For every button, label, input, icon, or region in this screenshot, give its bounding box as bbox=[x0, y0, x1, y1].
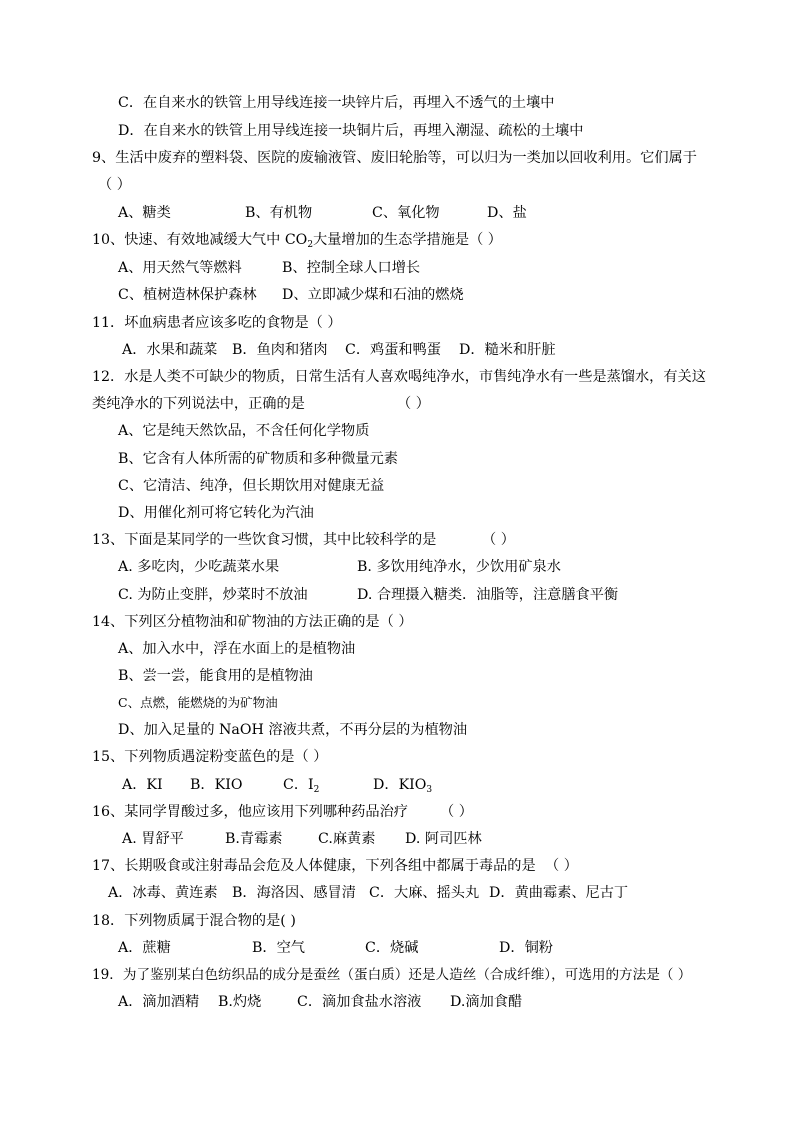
q16-option-c: C.麻黄素 bbox=[318, 831, 376, 847]
q14-option-a: A、加入水中，浮在水面上的是植物油 bbox=[118, 641, 356, 657]
q9-stem: 9、生活中废弃的塑料袋、医院的废输液管、废旧轮胎等，可以归为一类加以回收利用。它们属于 bbox=[92, 150, 697, 166]
q18-option-c: C．烧碱 bbox=[365, 940, 419, 956]
q12-option-c: C、它清洁、纯净，但长期饮用对健康无益 bbox=[118, 478, 385, 494]
q12-paren: （ ） bbox=[397, 396, 430, 412]
q15-option-d bbox=[373, 775, 432, 795]
q9-option-b: B、有机物 bbox=[245, 205, 313, 221]
q15-option-d-text: D．KIO bbox=[373, 777, 427, 793]
q12-stem-line2: 类纯净水的下列说法中，正确的是 bbox=[92, 396, 305, 412]
q14-stem: 14、下列区分植物油和矿物油的方法正确的是（ ） bbox=[92, 614, 413, 630]
q11-option-d: D．糙米和肝脏 bbox=[459, 342, 556, 358]
q10-option-a: A、用天然气等燃料 bbox=[118, 260, 242, 276]
q19-option-a: A．滴加酒精 bbox=[118, 994, 200, 1010]
q12-option-d: D、用催化剂可将它转化为汽油 bbox=[118, 505, 314, 521]
q15-stem: 15、下列物质遇淀粉变蓝色的是（ ） bbox=[92, 749, 328, 765]
q14-option-c: C、点燃，能燃烧的为矿物油 bbox=[118, 695, 278, 710]
q10-stem-post: 大量增加的生态学措施是（ ） bbox=[313, 232, 502, 248]
q17-option-d: D．黄曲霉素、尼古丁 bbox=[489, 885, 629, 901]
q11-option-b: B．鱼肉和猪肉 bbox=[232, 342, 328, 358]
q15-option-a: A．KI bbox=[122, 777, 163, 793]
q13-option-a: A. 多吃肉，少吃蔬菜水果 bbox=[118, 559, 280, 575]
q18-option-b: B．空气 bbox=[252, 940, 305, 956]
q16-option-b: B.青霉素 bbox=[225, 831, 283, 847]
q17-option-c: C．大麻、摇头丸 bbox=[369, 885, 480, 901]
q8-option-d: D．在自来水的铁管上用导线连接一块铜片后，再埋入潮湿、疏松的土壤中 bbox=[118, 123, 584, 139]
q16-paren: （ ） bbox=[440, 804, 473, 820]
q15-option-d-subscript: 3 bbox=[426, 785, 433, 795]
q19-option-c: C．滴加食盐水溶液 bbox=[297, 994, 422, 1010]
q13-stem: 13、下面是某同学的一些饮食习惯，其中比较科学的是 bbox=[92, 532, 437, 548]
q17-option-b: B．海洛因、感冒清 bbox=[232, 885, 356, 901]
q13-paren: （ ） bbox=[482, 532, 515, 548]
q19-option-d: D.滴加食醋 bbox=[450, 994, 523, 1010]
q19-stem: 19．为了鉴别某白色纺织品的成分是蚕丝（蛋白质）还是人造丝（合成纤维），可选用的方法是（ ） bbox=[92, 967, 692, 983]
q12-stem-line1: 12．水是人类不可缺少的物质，日常生活有人喜欢喝纯净水，市售纯净水有一些是蒸馏水，有关这 bbox=[92, 369, 706, 385]
q17-stem: 17、长期吸食或注射毒品会危及人体健康，下列各组中都属于毒品的是 bbox=[92, 858, 536, 874]
q10-stem bbox=[92, 230, 502, 250]
q18-option-a: A．蔗糖 bbox=[118, 940, 171, 956]
q11-stem: 11．坏血病患者应该多吃的食物是（ ） bbox=[92, 315, 342, 331]
q13-option-c: C. 为防止变胖，炒菜时不放油 bbox=[118, 587, 308, 603]
q12-option-b: B、它含有人体所需的矿物质和多种微量元素 bbox=[118, 451, 398, 467]
q10-subscript: 2 bbox=[307, 240, 314, 250]
q10-option-d: D、立即减少煤和石油的燃烧 bbox=[282, 287, 464, 303]
q15-option-c-subscript: 2 bbox=[313, 785, 320, 795]
q11-option-c: C．鸡蛋和鸭蛋 bbox=[345, 342, 441, 358]
q9-option-a: A、糖类 bbox=[118, 205, 171, 221]
q18-option-d: D．铜粉 bbox=[499, 940, 553, 956]
q17-option-a: A．冰毒、黄连素 bbox=[108, 885, 218, 901]
q15-option-b: B．KIO bbox=[190, 777, 243, 793]
q15-option-c-text: C．I bbox=[283, 777, 314, 793]
q16-stem: 16、某同学胃酸过多，他应该用下列哪种药品治疗 bbox=[92, 804, 408, 820]
q9-option-d: D、盐 bbox=[487, 205, 527, 221]
q16-option-d: D. 阿司匹林 bbox=[405, 831, 482, 847]
q13-option-b: B. 多饮用纯净水，少饮用矿泉水 bbox=[357, 559, 561, 575]
q10-option-b: B、控制全球人口增长 bbox=[282, 260, 421, 276]
q18-stem: 18．下列物质属于混合物的是( ) bbox=[92, 913, 296, 929]
q9-paren: （ ） bbox=[98, 177, 131, 193]
q9-option-c: C、氧化物 bbox=[372, 205, 440, 221]
q13-option-d: D. 合理摄入糖类．油脂等，注意膳食平衡 bbox=[357, 587, 619, 603]
q8-option-c: C．在自来水的铁管上用导线连接一块锌片后，再埋入不透气的土壤中 bbox=[118, 95, 555, 111]
q14-option-d: D、加入足量的 NaOH 溶液共煮，不再分层的为植物油 bbox=[118, 722, 468, 738]
q11-option-a: A．水果和蔬菜 bbox=[122, 342, 218, 358]
q10-option-c: C、植树造林保护森林 bbox=[118, 287, 257, 303]
q12-option-a: A、它是纯天然饮品，不含任何化学物质 bbox=[118, 423, 370, 439]
q14-option-b: B、尝一尝，能食用的是植物油 bbox=[118, 668, 313, 684]
q15-option-c bbox=[283, 775, 319, 795]
q10-stem-pre: 10、快速、有效地减缓大气中 CO bbox=[92, 232, 308, 248]
q19-option-b: B.灼烧 bbox=[218, 994, 262, 1010]
q17-paren: （ ） bbox=[545, 858, 578, 874]
q16-option-a: A. 胃舒平 bbox=[122, 831, 184, 847]
